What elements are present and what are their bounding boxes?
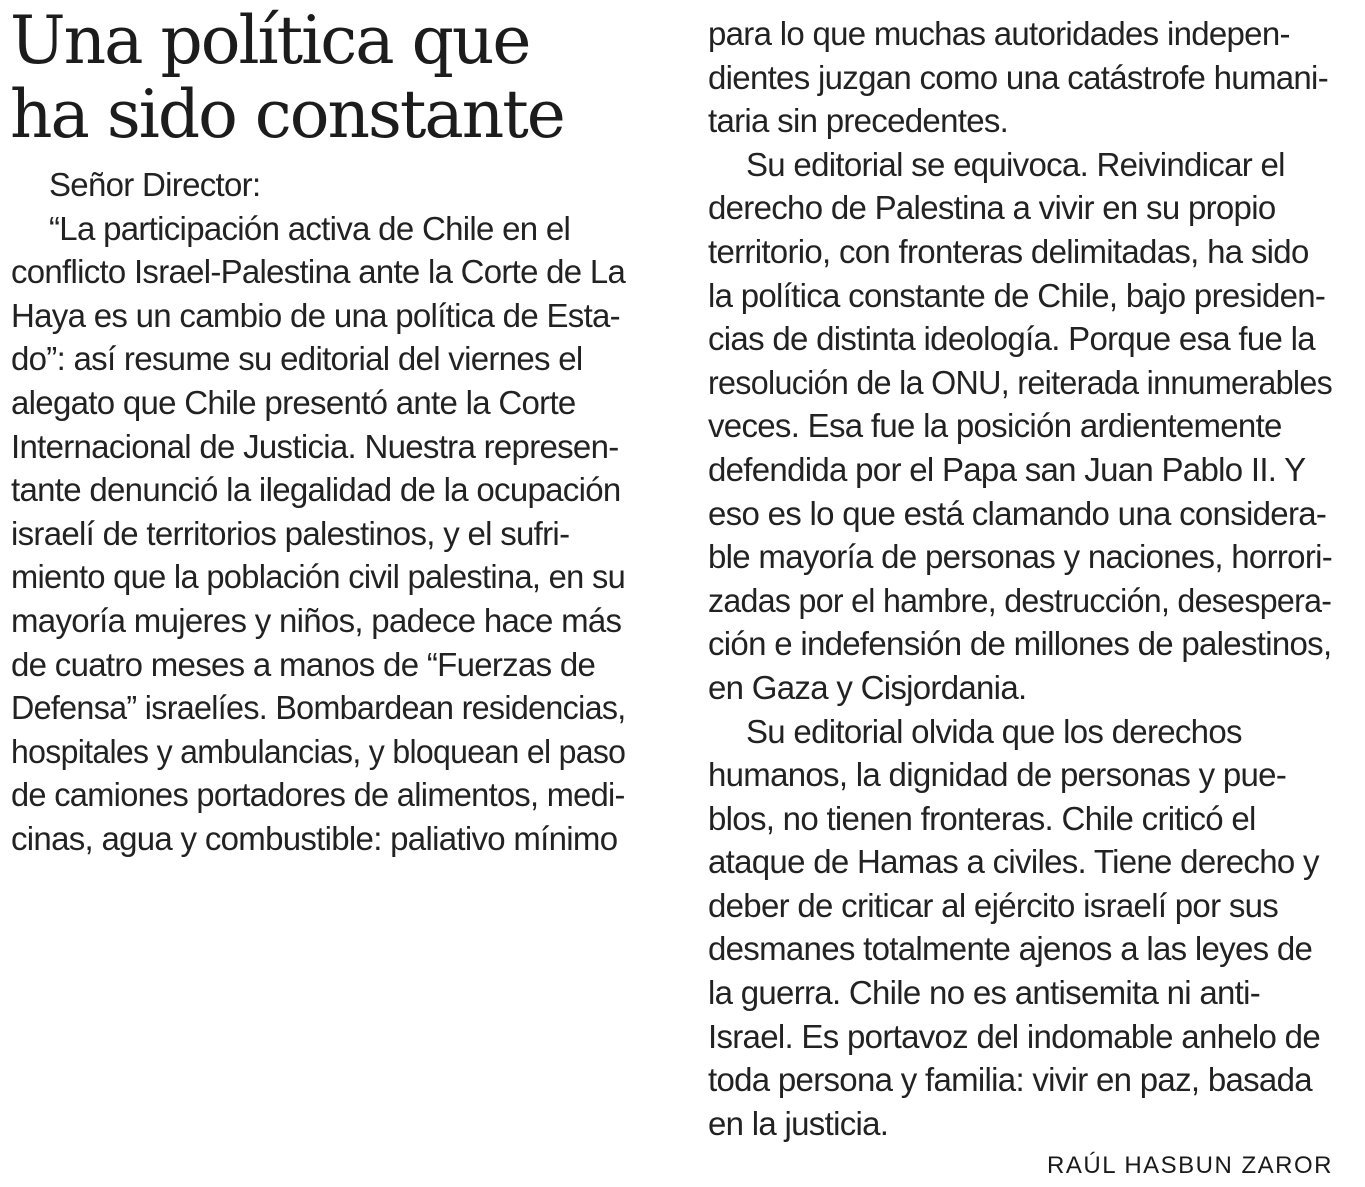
right-column-line: Israel. Es portavoz del indomable anhelo de [708,1017,1320,1055]
right-column-line: ataque de Hamas a civiles. Tiene derecho y [708,843,1319,881]
right-column-line: en la justicia. [708,1104,889,1142]
left-column-line: cinas, agua y combustible: paliativo mínimo [11,819,618,857]
left-column-line: conflicto Israel-Palestina ante la Corte de La [11,253,626,291]
left-column-line: hospitales y ambulancias, y bloquean el paso [11,732,626,770]
left-column-line: de cuatro meses a manos de “Fuerzas de [11,645,596,683]
author-signature: RAÚL HASBUN ZAROR [1047,1152,1333,1179]
right-column-line: veces. Esa fue la posición ardientemente [708,407,1282,445]
right-column-line: la guerra. Chile no es antisemita ni anti- [708,974,1261,1012]
left-column-line: Señor Director: [49,166,261,203]
left-column-line: mayoría mujeres y niños, padece hace más [11,601,622,639]
right-column-line: desmanes totalmente ajenos a las leyes de [708,930,1313,968]
right-column-line: ción e indefensión de millones de palestinos, [708,625,1332,663]
right-column-line: Su editorial olvida que los derechos [746,712,1242,750]
left-column-line: de camiones portadores de alimentos, medi- [11,776,625,814]
title-line-2: ha sido constante [10,76,564,153]
right-column-line: taria sin precedentes. [708,102,1009,140]
left-column-line: Defensa” israelíes. Bombardean residencias, [11,689,626,727]
right-column-line: Su editorial se equivoca. Reivindicar el [746,145,1285,183]
right-column-line: deber de criticar al ejército israelí por sus [708,886,1279,924]
left-column-line: israelí de territorios palestinos, y el sufri- [11,514,570,552]
left-column-line: “La participación activa de Chile en el [49,209,571,247]
right-column-line: territorio, con fronteras delimitadas, ha sido [708,232,1309,270]
right-column-line: para lo que muchas autoridades indepen- [708,15,1290,52]
left-column-line: Haya es un cambio de una política de Esta- [11,296,620,334]
right-column-line: derecho de Palestina a vivir en su propio [708,189,1276,227]
left-column-line: alegato que Chile presentó ante la Corte [11,383,576,421]
right-column-line: defendida por el Papa san Juan Pablo II. Y [708,450,1306,488]
right-column-line: dientes juzgan como una catástrofe humani- [708,58,1328,96]
right-column-line: toda persona y familia: vivir en paz, basada [708,1061,1312,1099]
left-column-line: miento que la población civil palestina, en su [11,558,626,596]
right-column-line: eso es lo que está clamando una considera- [708,494,1327,532]
right-column-line: humanos, la dignidad de personas y pue- [708,756,1287,794]
right-column-line: ble mayoría de personas y naciones, horrori- [708,538,1333,576]
right-column-line: en Gaza y Cisjordania. [708,668,1027,706]
right-column-line: blos, no tienen fronteras. Chile criticó el [708,799,1256,837]
left-column-line: Internacional de Justicia. Nuestra represen- [11,427,619,465]
title-line-1: Una política que [10,2,530,79]
right-column-line: zadas por el hambre, destrucción, desespera- [708,581,1332,619]
article-title [10,4,650,152]
right-column-line: resolución de la ONU, reiterada innumerables [708,363,1333,401]
left-text-column [11,163,625,861]
right-column-line: cias de distinta ideología. Porque esa fue la [708,320,1315,358]
right-column-line: la política constante de Chile, bajo presiden- [708,276,1326,314]
left-column-line: do”: así resume su editorial del viernes el [11,340,583,378]
left-column-line: tante denunció la ilegalidad de la ocupación [11,471,621,509]
right-text-column [708,12,1332,1145]
